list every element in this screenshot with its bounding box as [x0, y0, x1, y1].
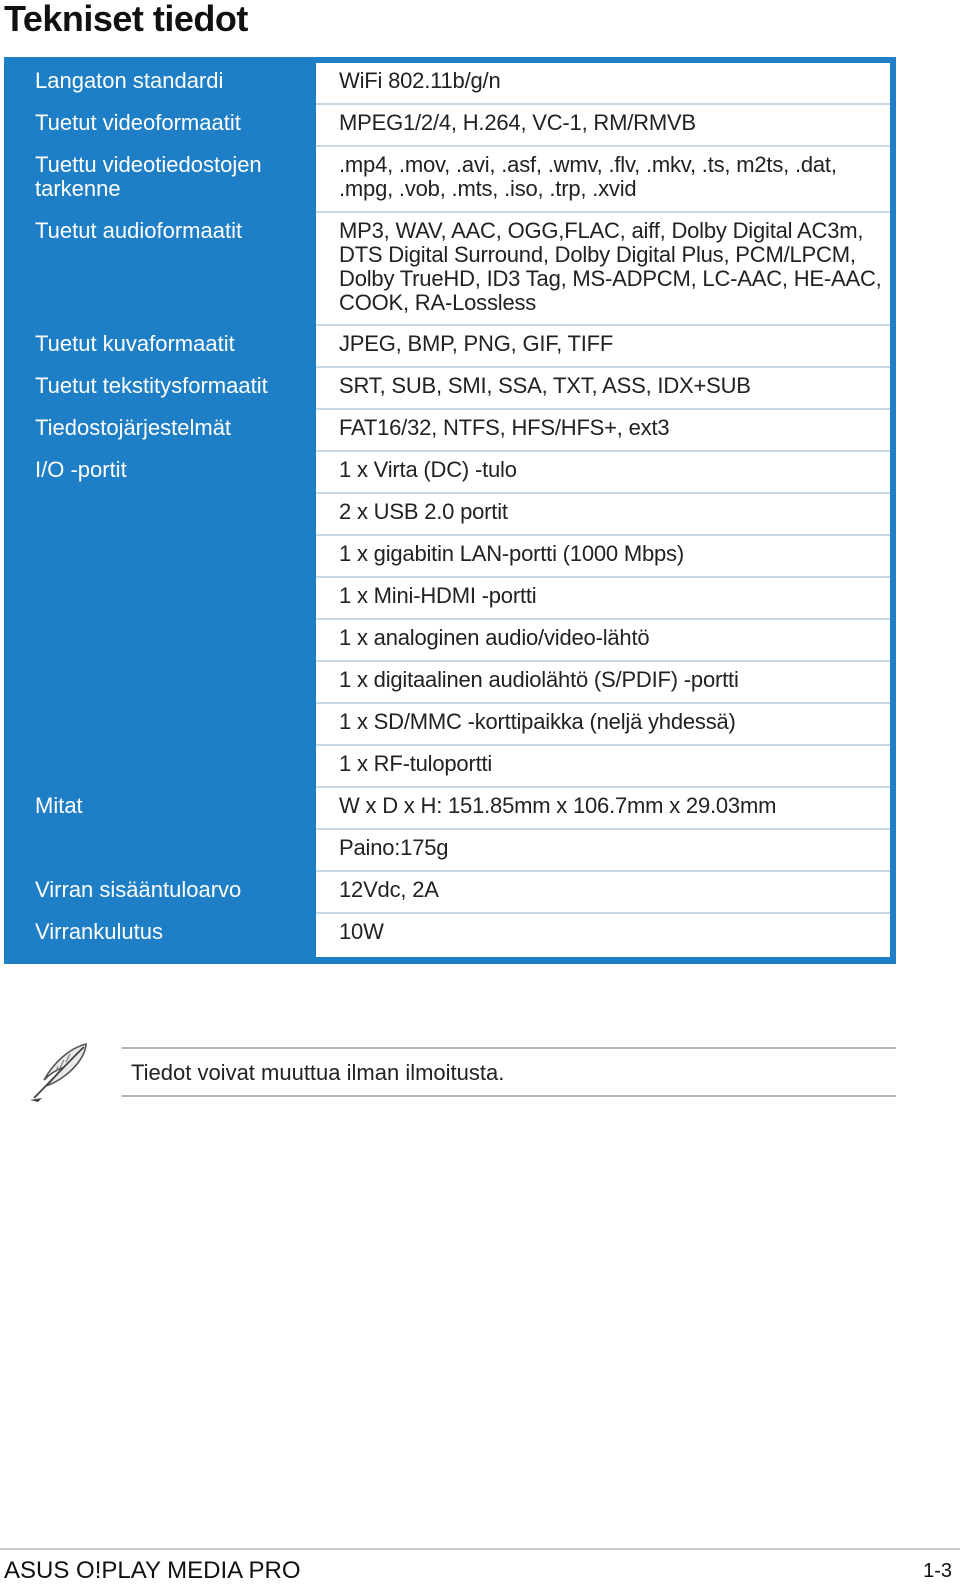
- note-divider-top: [122, 1047, 896, 1049]
- spec-value-file-systems: FAT16/32, NTFS, HFS/HFS+, ext3: [339, 415, 670, 440]
- spec-value-weight: Paino:175g: [339, 835, 449, 860]
- spec-label-power-input: Virran sisääntuloarvo: [35, 877, 242, 902]
- spec-value-power-consumption: 10W: [339, 919, 384, 944]
- spec-value-wireless: WiFi 802.11b/g/n: [339, 68, 501, 93]
- note-divider-bottom: [122, 1095, 896, 1097]
- spec-value-io-port: 1 x analoginen audio/video-lähtö: [339, 625, 650, 650]
- spec-value-video-formats: MPEG1/2/4, H.264, VC-1, RM/RMVB: [339, 110, 696, 135]
- spec-row-io-port: [316, 452, 890, 494]
- spec-label-subtitle-formats: Tuetut tekstitysformaatit: [35, 373, 268, 398]
- spec-row-power-input: [316, 872, 890, 914]
- footer-page-number: 1-3: [923, 1560, 952, 1582]
- spec-row-io-port: [316, 662, 890, 704]
- spec-values-column: [316, 63, 890, 957]
- spec-row-audio-formats: [316, 213, 890, 326]
- spec-row-io-port: [316, 578, 890, 620]
- spec-value-image-formats: JPEG, BMP, PNG, GIF, TIFF: [339, 331, 614, 356]
- spec-row-io-port: [316, 746, 890, 788]
- spec-value-io-port: 1 x digitaalinen audiolähtö (S/PDIF) -portti: [339, 667, 739, 692]
- spec-value-subtitle-formats: SRT, SUB, SMI, SSA, TXT, ASS, IDX+SUB: [339, 373, 751, 398]
- spec-row-image-formats: [316, 326, 890, 368]
- footer-product-name: ASUS O!PLAY MEDIA PRO: [4, 1557, 301, 1584]
- spec-row-weight: [316, 830, 890, 872]
- spec-row-power-consumption: [316, 914, 890, 957]
- spec-value-dimensions: W x D x H: 151.85mm x 106.7mm x 29.03mm: [339, 793, 777, 818]
- spec-label-power-consumption: Virrankulutus: [35, 919, 163, 944]
- spec-row-io-port: [316, 536, 890, 578]
- page-title: Tekniset tiedot: [4, 0, 248, 39]
- spec-value-io-port: 1 x SD/MMC -korttipaikka (neljä yhdessä): [339, 709, 736, 734]
- note-text: Tiedot voivat muuttua ilman ilmoitusta.: [131, 1060, 505, 1085]
- spec-value-io-port: 2 x USB 2.0 portit: [339, 499, 508, 524]
- spec-table: [4, 57, 896, 964]
- spec-row-video-formats: [316, 105, 890, 147]
- spec-value-io-port: 1 x RF-tuloportti: [339, 751, 493, 776]
- spec-row-dimensions: [316, 788, 890, 830]
- spec-row-io-port: [316, 620, 890, 662]
- spec-label-video-extensions: Tuettu videotiedostojen tarkenne: [35, 152, 262, 201]
- spec-value-io-port: 1 x gigabitin LAN-portti (1000 Mbps): [339, 541, 684, 566]
- spec-value-io-port: 1 x Mini-HDMI -portti: [339, 583, 537, 608]
- spec-row-wireless: [316, 63, 890, 105]
- spec-label-image-formats: Tuetut kuvaformaatit: [35, 331, 235, 356]
- quill-pen-icon: [26, 1040, 102, 1104]
- spec-label-video-formats: Tuetut videoformaatit: [35, 110, 241, 135]
- spec-label-dimensions: Mitat: [35, 793, 83, 818]
- spec-label-io-ports: I/O -portit: [35, 457, 127, 482]
- spec-value-power-input: 12Vdc, 2A: [339, 877, 439, 902]
- spec-row-io-port: [316, 704, 890, 746]
- spec-row-io-port: [316, 494, 890, 536]
- spec-value-video-extensions: .mp4, .mov, .avi, .asf, .wmv, .flv, .mkv, .ts, m2ts, .dat, .mpg, .vob, .mts, .iso, .trp, .xvid: [339, 152, 837, 201]
- spec-value-io-port: 1 x Virta (DC) -tulo: [339, 457, 517, 482]
- spec-row-video-extensions: [316, 147, 890, 213]
- spec-row-file-systems: [316, 410, 890, 452]
- spec-value-audio-formats: MP3, WAV, AAC, OGG,FLAC, aiff, Dolby Digital AC3m, DTS Digital Surround, Dolby Digital Plus, PCM/LPCM, Dolby TrueHD, ID3 Tag, MS-ADPCM, LC-AAC, HE-AAC, COOK, RA-Lossless: [339, 218, 882, 315]
- spec-row-subtitle-formats: [316, 368, 890, 410]
- footer-divider: [0, 1548, 960, 1550]
- spec-label-audio-formats: Tuetut audioformaatit: [35, 218, 243, 243]
- spec-label-file-systems: Tiedostojärjestelmät: [35, 415, 232, 440]
- spec-label-wireless: Langaton standardi: [35, 68, 224, 93]
